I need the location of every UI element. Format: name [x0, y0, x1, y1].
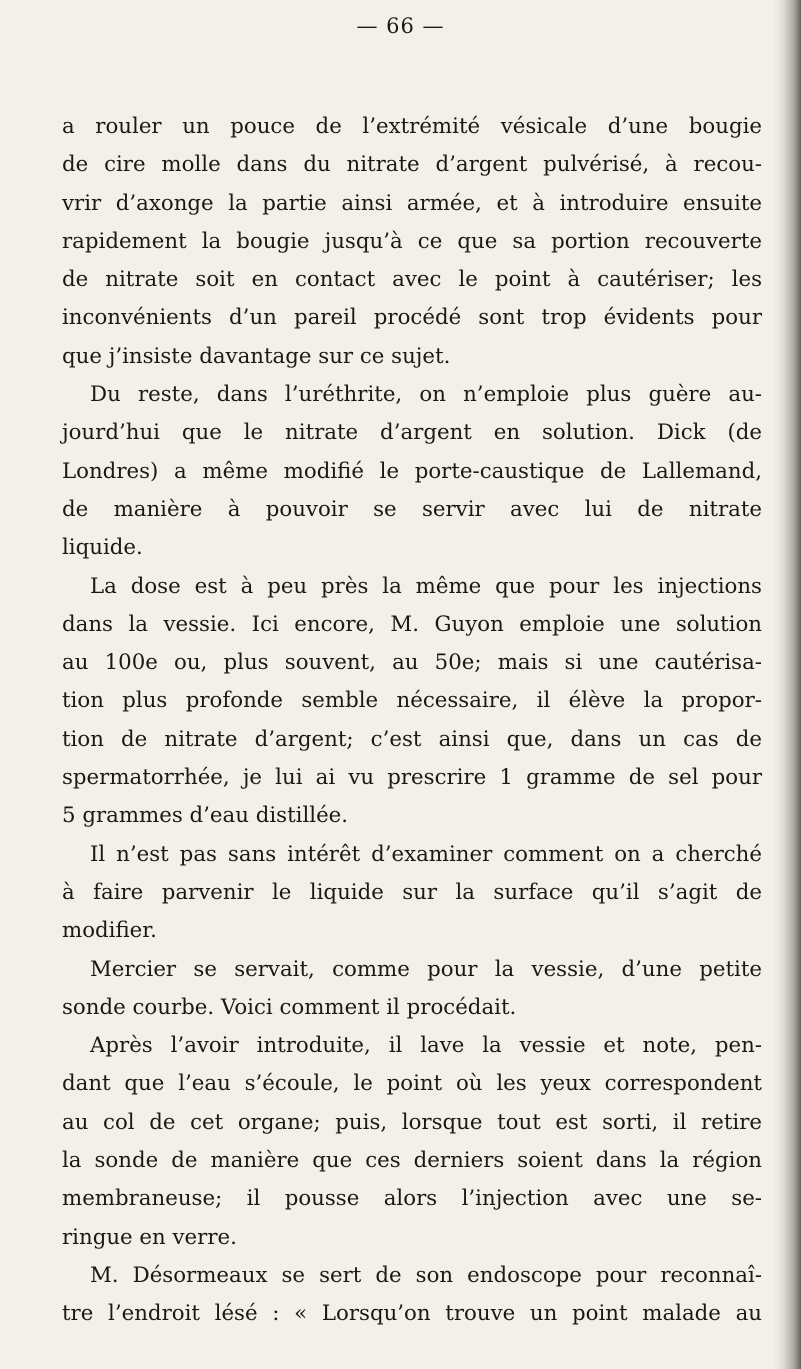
- text-line: ringue en verre.: [62, 1224, 237, 1250]
- text-line: Mercier se servait, comme pour la vessie, d’une petite: [90, 956, 762, 982]
- text-line: tion de nitrate d’argent; c’est ainsi que, dans un cas de: [62, 726, 762, 752]
- text-line: vrir d’axonge la partie ainsi armée, et à introduire ensuite: [62, 190, 762, 216]
- text-line: M. Désormeaux se sert de son endoscope pour reconnaî-: [90, 1262, 762, 1288]
- text-line: spermatorrhée, je lui ai vu prescrire 1 gramme de sel pour: [62, 765, 762, 791]
- page-edge-shadow: [773, 0, 801, 1369]
- text-line: que j’insiste davantage sur ce sujet.: [62, 343, 451, 369]
- text-line: tre l’endroit lésé : « Lorsqu’on trouve un point malade au: [62, 1301, 762, 1327]
- text-line: de nitrate soit en contact avec le point à cautériser; les: [62, 267, 762, 293]
- body-text: [62, 108, 762, 1334]
- text-line: dant que l’eau s’écoule, le point où les yeux correspondent: [62, 1071, 762, 1097]
- text-line: liquide.: [62, 535, 143, 561]
- text-line: à faire parvenir le liquide sur la surface qu’il s’agit de: [62, 879, 762, 905]
- text-line: tion plus profonde semble nécessaire, il élève la propor-: [62, 688, 762, 714]
- text-line: a rouler un pouce de l’extrémité vésicale d’une bougie: [62, 114, 762, 139]
- text-line: de cire molle dans du nitrate d’argent pulvérisé, à recou-: [62, 152, 762, 178]
- page-number: — 66 —: [356, 14, 445, 38]
- text-line: rapidement la bougie jusqu’à ce que sa portion recouverte: [62, 228, 762, 254]
- text-line: sonde courbe. Voici comment il procédait.: [62, 994, 517, 1020]
- text-line: la sonde de manière que ces derniers soient dans la région: [62, 1148, 762, 1174]
- text-line: La dose est à peu près la même que pour les injections: [90, 573, 762, 599]
- text-line: modifier.: [62, 918, 157, 944]
- text-line: 5 grammes d’eau distillée.: [62, 803, 349, 829]
- text-line: au col de cet organe; puis, lorsque tout est sorti, il retire: [62, 1109, 762, 1135]
- text-line: jourd’hui que le nitrate d’argent en solution. Dick (de: [62, 420, 762, 446]
- text-line: Du reste, dans l’uréthrite, on n’emploie plus guère au-: [90, 382, 762, 408]
- text-line: dans la vessie. Ici encore, M. Guyon emploie une solution: [62, 611, 762, 637]
- text-line: Il n’est pas sans intérêt d’examiner comment on a cherché: [90, 841, 762, 867]
- text-line: inconvénients d’un pareil procédé sont trop évidents pour: [62, 305, 762, 331]
- text-line: de manière à pouvoir se servir avec lui de nitrate: [62, 496, 762, 522]
- text-line: au 100e ou, plus souvent, au 50e; mais si une cautérisa-: [62, 650, 762, 676]
- text-line: Londres) a même modifié le porte-caustique de Lallemand,: [62, 458, 762, 484]
- text-line: Après l’avoir introduite, il lave la vessie et note, pen-: [90, 1033, 762, 1059]
- text-line: membraneuse; il pousse alors l’injection avec une se-: [62, 1186, 762, 1212]
